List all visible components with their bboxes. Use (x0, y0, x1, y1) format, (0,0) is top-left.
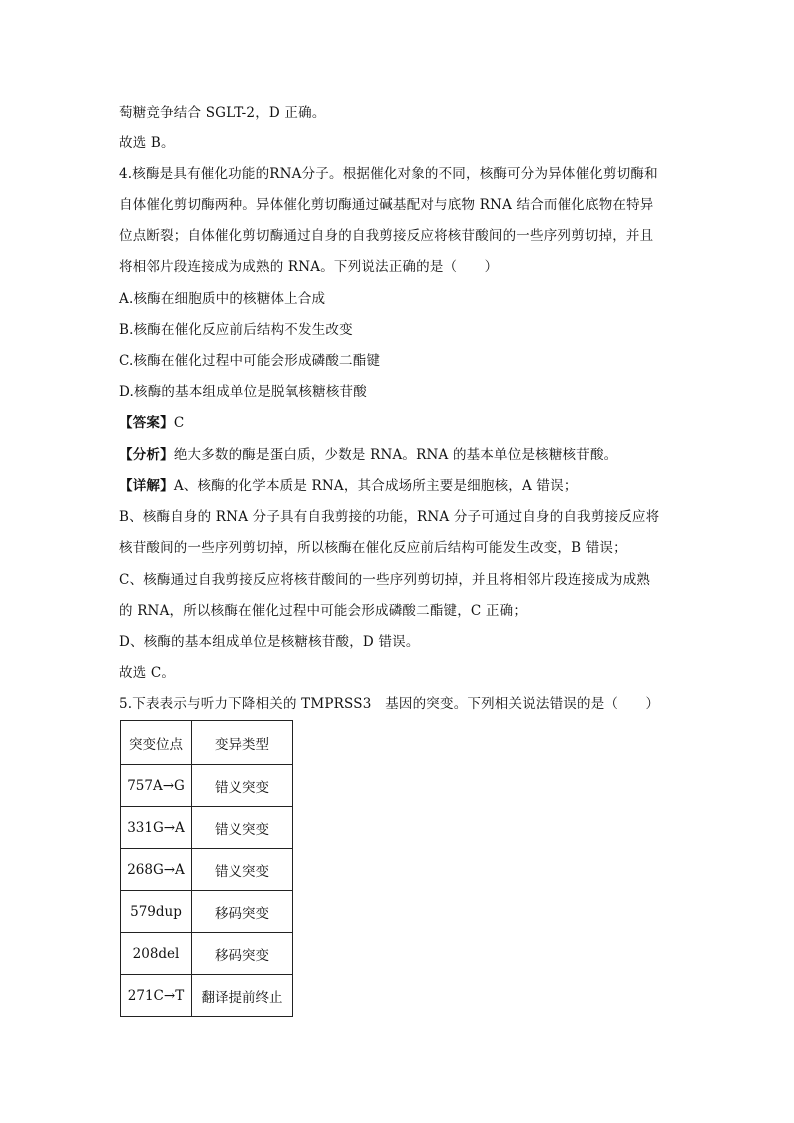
table-cell: 331G→A (121, 807, 192, 849)
answer-value: C (173, 415, 185, 431)
question-5-line: 5.下表表示与听力下降相关的 TMPRSS3 基因的突变。下列相关说法错误的是（ ） (119, 696, 660, 712)
question-4-line: 位点断裂；自体催化剪切酶通过自身的自我剪接反应将核苷酸间的一些序列剪切掉，并且 (119, 228, 654, 244)
detail-b-line: B、核酶自身的 RNA 分子具有自我剪接的功能，RNA 分子可通过自身的自我剪接反应将 (119, 509, 660, 525)
detail-d-line: D、核酶的基本组成单位是核糖核苷酸，D 错误。 (119, 634, 420, 650)
text-line: 故选 B。 (119, 135, 175, 151)
detail-c-line: C、核酶通过自我剪接反应将核苷酸间的一些序列剪切掉，并且将相邻片段连接成为成熟 (119, 572, 651, 588)
detail-line (119, 477, 578, 495)
mutation-table (120, 720, 293, 1017)
answer-label: 【答案】 (119, 415, 174, 431)
table-row (121, 807, 293, 849)
table-row (121, 891, 293, 933)
table-cell: 错义突变 (192, 807, 293, 849)
table-cell: 错义突变 (192, 765, 293, 807)
text-line: 萄糖竞争结合 SGLT-2，D 正确。 (119, 105, 326, 121)
option-a: A.核酶在细胞质中的核糖体上合成 (119, 291, 326, 307)
table-cell: 移码突变 (192, 933, 293, 975)
option-c: C.核酶在催化过程中可能会形成磷酸二酯键 (119, 353, 381, 369)
answer-line (119, 414, 184, 432)
option-d: D.核酶的基本组成单位是脱氧核糖核苷酸 (119, 384, 367, 400)
question-4-line: 4.核酶是具有催化功能的RNA分子。根据催化对象的不同，核酶可分为异体催化剪切酶和 (119, 166, 658, 182)
analysis-text: 绝大多数的酶是蛋白质，少数是 RNA。RNA 的基本单位是核糖核苷酸。 (173, 447, 618, 463)
question-4-line: 将相邻片段连接成为成熟的 RNA。下列说法正确的是（ ） (119, 259, 499, 275)
detail-label: 【详解】 (119, 478, 174, 494)
table-cell: 移码突变 (192, 891, 293, 933)
table-header-row (121, 721, 293, 765)
question-4-line: 自体催化剪切酶两种。异体催化剪切酶通过碱基配对与底物 RNA 结合而催化底物在特异 (119, 197, 654, 213)
table-cell: 268G→A (121, 849, 192, 891)
table-header-cell: 突变位点 (121, 721, 192, 765)
analysis-label: 【分析】 (119, 447, 174, 463)
detail-c-line: 的 RNA，所以核酶在催化过程中可能会形成磷酸二酯键，C 正确； (119, 603, 528, 619)
detail-text: A、核酶的化学本质是 RNA，其合成场所主要是细胞核，A 错误； (173, 478, 578, 494)
table-cell: 271C→T (121, 975, 192, 1017)
table-row (121, 933, 293, 975)
table-header-cell: 变异类型 (192, 721, 293, 765)
table-cell: 翻译提前终止 (192, 975, 293, 1017)
table-cell: 579dup (121, 891, 192, 933)
table-row (121, 975, 293, 1017)
table-row (121, 765, 293, 807)
option-b: B.核酶在催化反应前后结构不发生改变 (119, 322, 353, 338)
table-cell: 757A→G (121, 765, 192, 807)
table-cell: 错义突变 (192, 849, 293, 891)
analysis-line (119, 446, 617, 464)
table-row (121, 849, 293, 891)
table-cell: 208del (121, 933, 192, 975)
conclusion-line: 故选 C。 (119, 665, 176, 681)
detail-b-line: 核苷酸间的一些序列剪切掉，所以核酶在催化反应前后结构可能发生改变，B 错误； (119, 540, 627, 556)
